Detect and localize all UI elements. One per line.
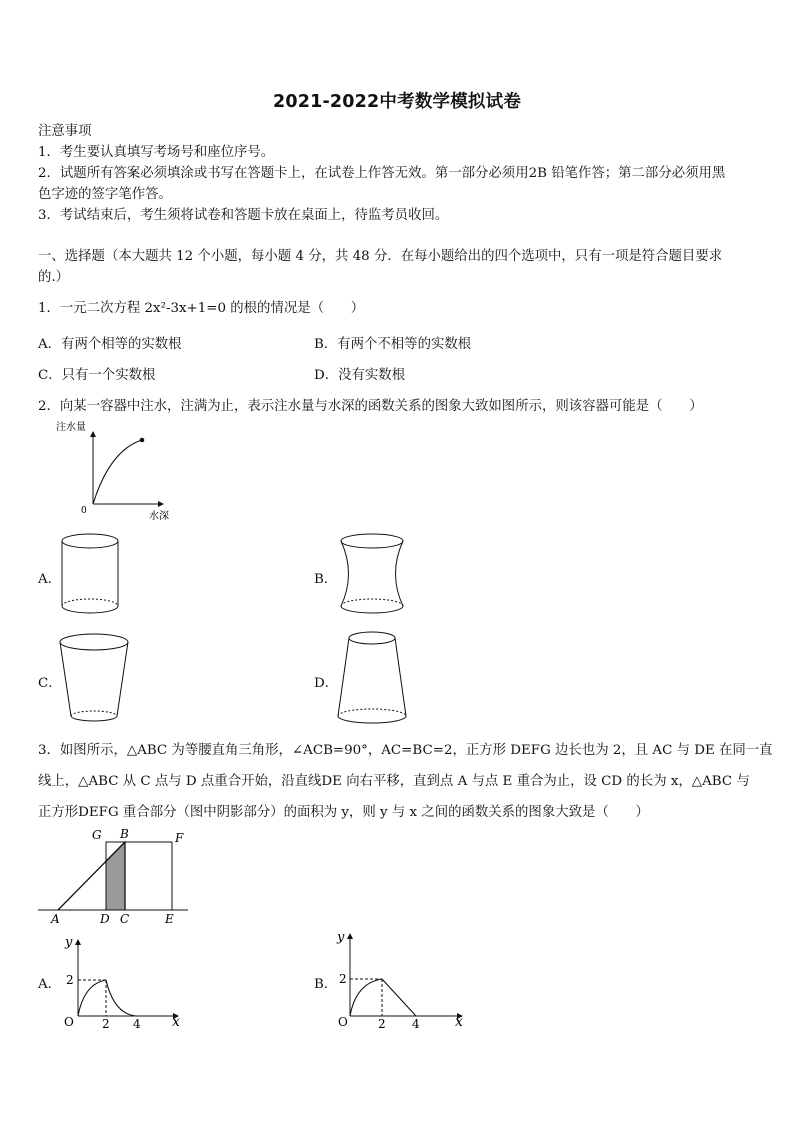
q3-label-a: A xyxy=(51,912,60,926)
q2-curve xyxy=(93,440,142,504)
q3-graph-a-origin: O xyxy=(64,1015,74,1029)
q2-container-a xyxy=(58,530,128,620)
q3-stem-line1: 3．如图所示，△ABC 为等腰直角三角形，∠ACB=90°，AC=BC=2，正方形 DEFG 边长也为 2，且 AC 与 DE 在同一直 xyxy=(38,743,773,758)
q3-stem-line2: 线上，△ABC 从 C 点与 D 点重合开始，沿直线DE 向右平移，直到点 A 与点 E 重合为止，设 CD 的长为 x，△ABC 与 xyxy=(38,774,750,789)
q2-container-d xyxy=(334,628,414,728)
q3-graph-b-x-tick-4: 4 xyxy=(412,1017,420,1030)
q3-figure xyxy=(36,826,196,926)
section1-heading-cont: 的.） xyxy=(38,270,70,285)
q2-option-d-label: D． xyxy=(314,676,339,691)
q3-graph-a-curve-up xyxy=(78,980,106,1016)
q3-option-b-label: B． xyxy=(314,977,338,992)
q2-y-label: 注水量 xyxy=(56,422,86,433)
q2-origin-label: 0 xyxy=(81,506,87,516)
q2-container-c xyxy=(56,630,136,728)
q3-graph-a-curve-down xyxy=(106,980,136,1016)
q3-graph-b-origin: O xyxy=(338,1015,348,1029)
q3-graph-b xyxy=(334,926,474,1030)
q3-graph-b-y-tick: 2 xyxy=(339,972,347,986)
q1-option-d: D．没有实数根 xyxy=(314,368,406,383)
q3-graph-a-y-label: y xyxy=(65,935,73,950)
notice-item-2-cont: 色字迹的签字笔作答。 xyxy=(38,187,172,202)
q3-option-a-label: A． xyxy=(38,977,62,992)
section1-heading: 一、选择题（本大题共 12 个小题，每小题 4 分，共 48 分．在每小题给出的四个选项中，只有一项是符合题目要求 xyxy=(38,249,723,264)
notice-item-2: 2．试题所有答案必须填涂或书写在答题卡上，在试卷上作答无效。第一部分必须用2B 铅笔作答；第二部分必须用黑 xyxy=(38,166,726,181)
q1-option-c: C．只有一个实数根 xyxy=(38,368,156,383)
q3-label-f: F xyxy=(175,831,184,845)
q2-container-b xyxy=(336,530,416,620)
q3-graph-b-x-tick-2: 2 xyxy=(378,1017,386,1030)
q3-label-g: G xyxy=(92,828,102,842)
q3-label-d: D xyxy=(100,912,110,926)
page-title: 2021-2022中考数学模拟试卷 xyxy=(272,92,522,112)
q2-option-a-label: A． xyxy=(38,572,62,587)
q3-graph-a-x-tick-4: 4 xyxy=(133,1017,141,1030)
q2-graph xyxy=(48,418,188,524)
notice-item-3: 3．考试结束后，考生须将试卷和答题卡放在桌面上，待监考员收回。 xyxy=(38,208,449,223)
q2-option-b-label: B． xyxy=(314,572,338,587)
notice-item-1: 1．考生要认真填写考场号和座位序号。 xyxy=(38,145,275,160)
q1-option-a: A．有两个相等的实数根 xyxy=(38,337,182,352)
q3-graph-b-curve-up xyxy=(350,979,382,1016)
q2-end-point xyxy=(140,438,145,443)
q3-label-b: B xyxy=(120,827,129,841)
q2-option-c-label: C． xyxy=(38,676,62,691)
q3-graph-a-x-label: x xyxy=(172,1014,180,1030)
q3-graph-b-y-label: y xyxy=(337,930,345,945)
q3-graph-a xyxy=(60,930,190,1030)
q1-option-b: B．有两个不相等的实数根 xyxy=(314,337,472,352)
q3-stem-line3: 正方形DEFG 重合部分（图中阴影部分）的面积为 y，则 y 与 x 之间的函数关系的图象大致是（ ） xyxy=(38,805,649,820)
q3-label-c: C xyxy=(120,912,130,926)
q3-graph-b-line-down xyxy=(382,979,416,1016)
notice-heading: 注意事项 xyxy=(38,124,92,139)
q2-x-label: 水深 xyxy=(149,511,169,522)
q3-label-e: E xyxy=(165,912,174,926)
q1-stem: 1．一元二次方程 2x²-3x+1=0 的根的情况是（ ） xyxy=(38,301,365,316)
q3-graph-a-x-tick-2: 2 xyxy=(102,1017,110,1030)
q3-graph-a-y-tick: 2 xyxy=(66,973,74,987)
q2-stem: 2．向某一容器中注水，注满为止，表示注水量与水深的函数关系的图象大致如图所示，则该容器可能是（ ） xyxy=(38,399,703,414)
q3-graph-b-x-label: x xyxy=(455,1014,463,1030)
